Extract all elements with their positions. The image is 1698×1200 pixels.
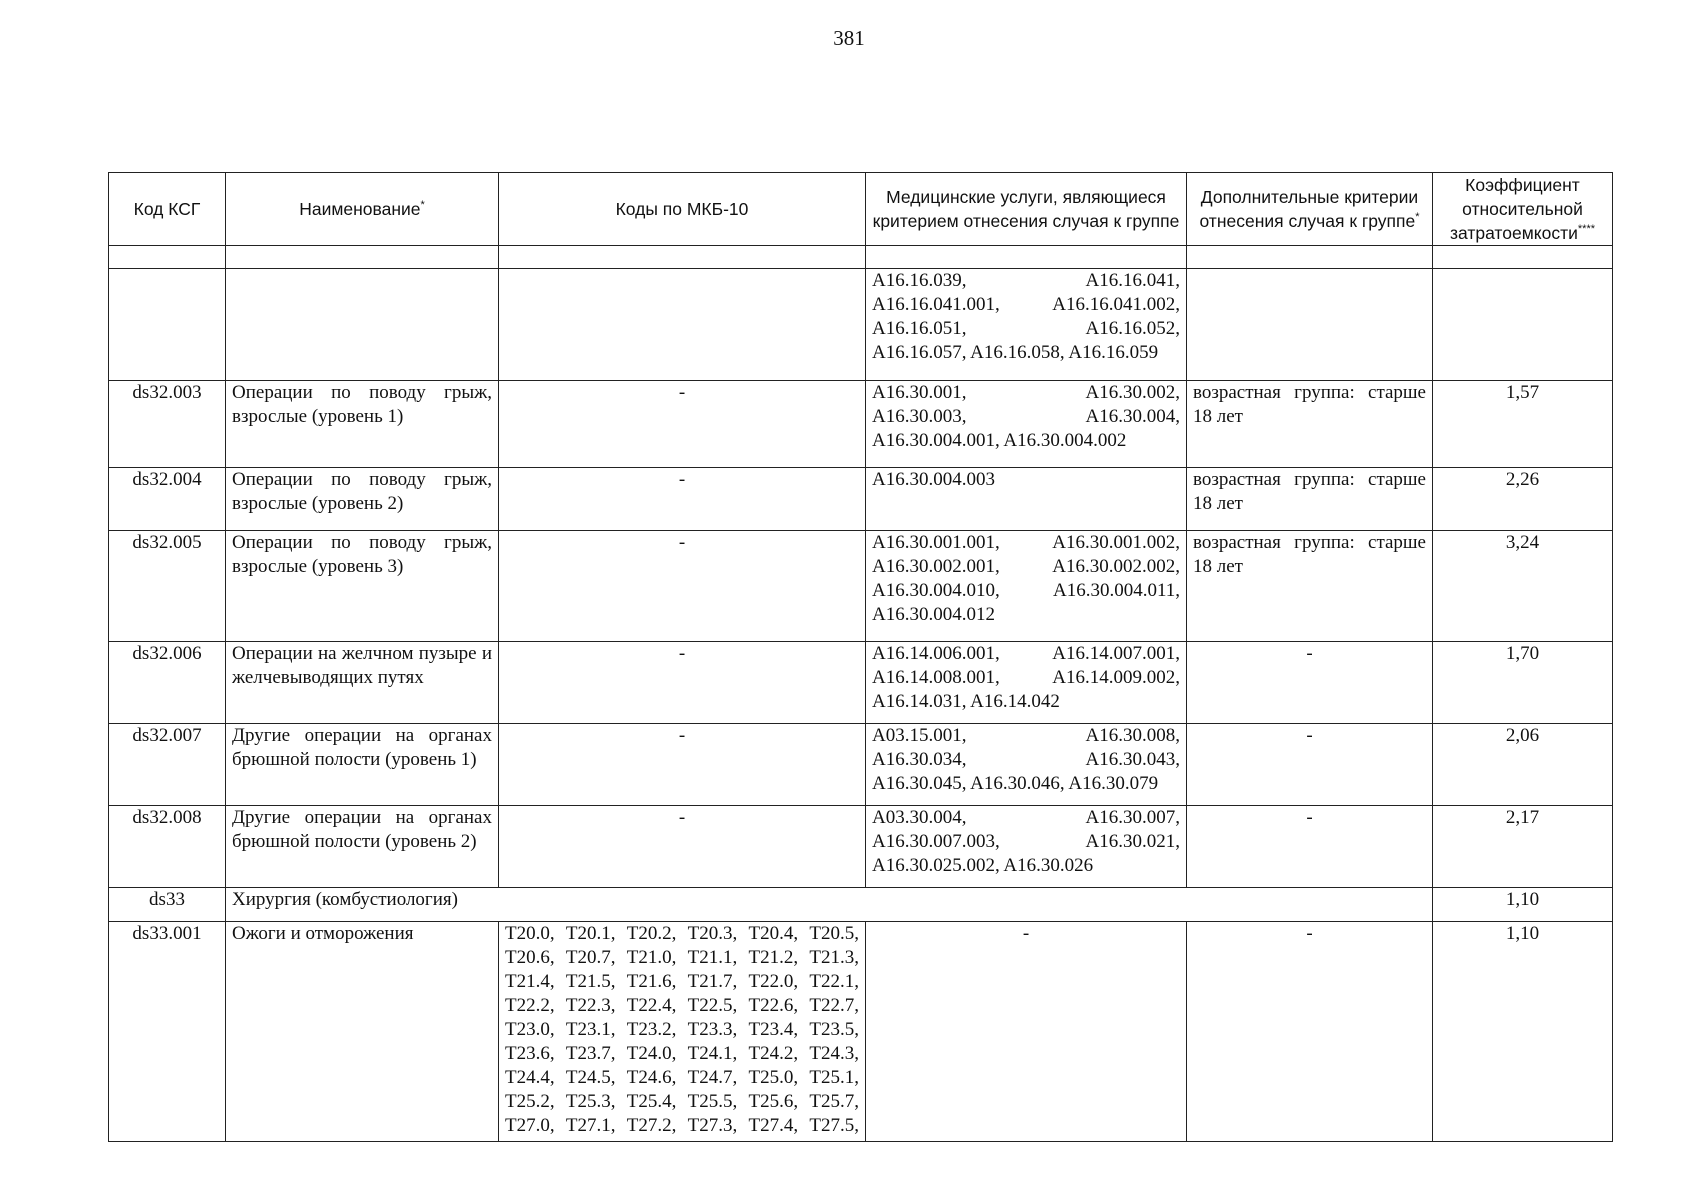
mkb-codes	[499, 269, 866, 381]
ksg-name: Другие операции на органах брюшной полости (уровень 2)	[226, 806, 499, 888]
criteria-cell: -	[1187, 642, 1433, 724]
table-row	[109, 724, 1613, 806]
header-services: Медицинские услуги, являющиеся критерием отнесения случая к группе	[866, 173, 1187, 246]
coef-cell: 2,26	[1433, 468, 1613, 531]
ksg-code: ds32.006	[109, 642, 226, 724]
services-cell: A03.15.001, A16.30.008, A16.30.034, A16.30.043, A16.30.045, A16.30.046, A16.30.079	[866, 724, 1187, 806]
criteria-cell: возрастная группа: старше 18 лет	[1187, 531, 1433, 642]
header-coef: Коэффициент относительной затратоемкости****	[1433, 173, 1613, 246]
mkb-codes: -	[499, 381, 866, 468]
mkb-codes: -	[499, 724, 866, 806]
table-row	[109, 531, 1613, 642]
header-name: Наименование*	[226, 173, 499, 246]
mkb-codes: -	[499, 531, 866, 642]
ksg-code: ds32.008	[109, 806, 226, 888]
header-spacer-row	[109, 246, 1613, 269]
coef-cell: 2,06	[1433, 724, 1613, 806]
header-row	[109, 173, 1613, 246]
ksg-name	[226, 269, 499, 381]
services-cell: A16.30.001, A16.30.002, A16.30.003, A16.30.004, A16.30.004.001, A16.30.004.002	[866, 381, 1187, 468]
coef-cell	[1433, 269, 1613, 381]
ksg-name: Операции на желчном пузыре и желчевыводящих путях	[226, 642, 499, 724]
coef-cell: 3,24	[1433, 531, 1613, 642]
ksg-name: Другие операции на органах брюшной полости (уровень 1)	[226, 724, 499, 806]
group-name: Хирургия (комбустиология)	[226, 888, 1433, 922]
criteria-cell: возрастная группа: старше 18 лет	[1187, 468, 1433, 531]
group-code: ds33	[109, 888, 226, 922]
services-cell: -	[866, 922, 1187, 1142]
table-row	[109, 468, 1613, 531]
ksg-name: Ожоги и отморожения	[226, 922, 499, 1142]
ksg-code: ds32.005	[109, 531, 226, 642]
services-cell: A16.30.001.001, A16.30.001.002, A16.30.002.001, A16.30.002.002, A16.30.004.010, A16.30.004.011, A16.30.004.012	[866, 531, 1187, 642]
mkb-codes: -	[499, 642, 866, 724]
table-row	[109, 922, 1613, 1142]
header-mkb: Коды по МКБ-10	[499, 173, 866, 246]
mkb-codes: T20.0, T20.1, T20.2, T20.3, T20.4, T20.5, T20.6, T20.7, T21.0, T21.1, T21.2, T21.3, T21.4, T21.5, T21.6, T21.7, T22.0, T22.1, T22.2, T22.3, T22.4, T22.5, T22.6, T22.7, T23.0, T23.1, T23.2, T23.3, T23.4, T23.5, T23.6, T23.7, T24.0, T24.1, T24.2, T24.3, T24.4, T24.5, T24.6, T24.7, T25.0, T25.1, T25.2, T25.3, T25.4, T25.5, T25.6, T25.7, T27.0, T27.1, T27.2, T27.3, T27.4, T27.5,	[499, 922, 866, 1142]
criteria-cell: -	[1187, 806, 1433, 888]
criteria-cell: возрастная группа: старше 18 лет	[1187, 381, 1433, 468]
coef-cell: 2,17	[1433, 806, 1613, 888]
ksg-name: Операции по поводу грыж, взрослые (уровень 1)	[226, 381, 499, 468]
services-cell: A03.30.004, A16.30.007, A16.30.007.003, A16.30.021, A16.30.025.002, A16.30.026	[866, 806, 1187, 888]
criteria-cell: -	[1187, 724, 1433, 806]
ksg-code: ds33.001	[109, 922, 226, 1142]
ksg-code: ds32.003	[109, 381, 226, 468]
services-cell: A16.14.006.001, A16.14.007.001, A16.14.008.001, A16.14.009.002, A16.14.031, A16.14.042	[866, 642, 1187, 724]
criteria-cell: -	[1187, 922, 1433, 1142]
page-number: 381	[833, 26, 865, 50]
mkb-codes: -	[499, 468, 866, 531]
mkb-codes: -	[499, 806, 866, 888]
table-row	[109, 269, 1613, 381]
services-cell: A16.30.004.003	[866, 468, 1187, 531]
group-row	[109, 888, 1613, 922]
ksg-name: Операции по поводу грыж, взрослые (уровень 3)	[226, 531, 499, 642]
ksg-code: ds32.007	[109, 724, 226, 806]
table-row	[109, 381, 1613, 468]
ksg-code	[109, 269, 226, 381]
coef-cell: 1,10	[1433, 922, 1613, 1142]
ksg-name: Операции по поводу грыж, взрослые (уровень 2)	[226, 468, 499, 531]
table-row	[109, 642, 1613, 724]
coef-cell: 1,57	[1433, 381, 1613, 468]
header-code: Код КСГ	[109, 173, 226, 246]
services-cell: A16.16.039, A16.16.041, A16.16.041.001, A16.16.041.002, A16.16.051, A16.16.052, A16.16.057, A16.16.058, A16.16.059	[866, 269, 1187, 381]
criteria-cell	[1187, 269, 1433, 381]
ksg-table	[108, 172, 1613, 1142]
header-criteria: Дополнительные критерии отнесения случая к группе*	[1187, 173, 1433, 246]
group-coef: 1,10	[1433, 888, 1613, 922]
ksg-code: ds32.004	[109, 468, 226, 531]
coef-cell: 1,70	[1433, 642, 1613, 724]
table-row	[109, 806, 1613, 888]
